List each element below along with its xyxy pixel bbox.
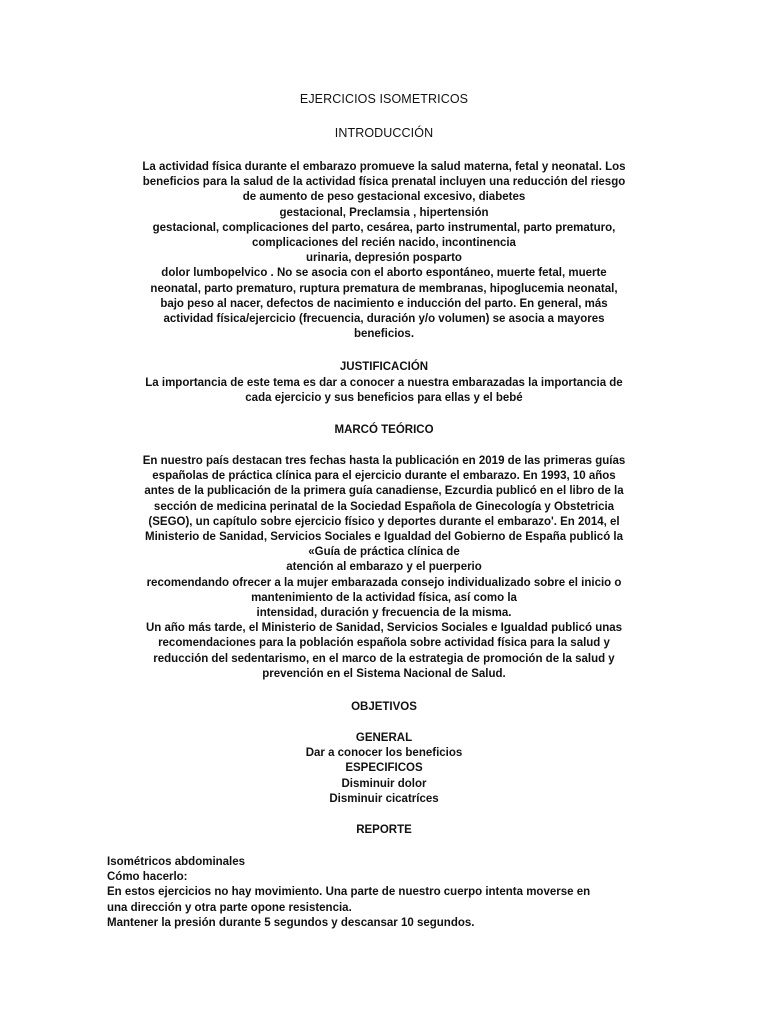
theory-line: prevención en el Sistema Nacional de Salud. <box>262 667 506 680</box>
specific-item: Disminuir dolor <box>341 778 427 790</box>
intro-line: de aumento de peso gestacional excesivo, diabetes <box>242 191 526 204</box>
theory-line: sección de medicina perinatal de la Sociedad Española de Ginecología y Obstetricia <box>153 500 615 513</box>
theory-line: recomendaciones para la población española sobre actividad física para la salud y <box>158 637 610 650</box>
theory-line: intensidad, duración y frecuencia de la misma. <box>256 607 512 620</box>
intro-line: actividad física/ejercicio (frecuencia, duración y/o volumen) se asocia a mayores <box>163 313 605 326</box>
document-title: EJERCICIOS ISOMETRICOS <box>299 92 469 106</box>
report-paragraph <box>107 855 687 931</box>
report-line: Isométricos abdominales <box>107 856 246 868</box>
theory-line: Ministerio de Sanidad, Servicios Sociales e Igualdad del Gobierno de España publicó la <box>144 531 623 544</box>
theory-line: En nuestro país destacan tres fechas hasta la publicación en 2019 de las primeras guías <box>142 455 626 467</box>
theory-heading: MARCÓ TEÓRICO <box>334 424 434 436</box>
intro-line: neonatal, parto prematuro, ruptura prematura de membranas, hipoglucemia neonatal, <box>150 282 618 295</box>
theory-line: recomendando ofrecer a la mujer embarazada consejo individualizado sobre el inicio o <box>146 576 622 589</box>
general-heading: GENERAL <box>355 732 413 744</box>
justification-heading: JUSTIFICACIÓN <box>339 361 429 373</box>
intro-heading: INTRODUCCIÓN <box>334 126 434 140</box>
theory-line: atención al embarazo y el puerperio <box>286 561 482 574</box>
intro-paragraph <box>100 160 668 342</box>
report-line: una dirección y otra parte opone resistencia. <box>107 901 352 914</box>
theory-line: «Guía de práctica clínica de <box>308 546 460 559</box>
theory-line: (SEGO), un capítulo sobre ejercicio físico y deportes durante el embarazo'. En 2014, el <box>148 515 620 528</box>
intro-line: urinaria, depresión posparto <box>306 252 462 265</box>
specific-item: Disminuir cicatríces <box>329 793 439 805</box>
justification-paragraph <box>100 376 668 406</box>
report-line: Cómo hacerlo: <box>107 871 188 884</box>
intro-line: gestacional, complicaciones del parto, cesárea, parto instrumental, parto prematuro, <box>152 221 616 234</box>
objectives-heading: OBJETIVOS <box>351 701 417 713</box>
theory-line: Un año más tarde, el Ministerio de Sanidad, Servicios Sociales e Igualdad publicó unas <box>145 622 623 635</box>
justification-line: cada ejercicio y sus beneficios para ellas y el bebé <box>245 392 523 405</box>
theory-line: antes de la publicación de la primera guía canadiense, Ezcurdia publicó en el libro de la <box>144 485 624 498</box>
theory-line: reducción del sedentarismo, en el marco de la estrategia de promoción de la salud y <box>153 652 615 665</box>
theory-line: españolas de práctica clínica para el ejercicio durante el embarazo. En 1993, 10 años <box>152 470 616 483</box>
theory-line: mantenimiento de la actividad física, así como la <box>251 591 517 604</box>
report-line: Mantener la presión durante 5 segundos y descansar 10 segundos. <box>107 916 475 929</box>
intro-line: complicaciones del recién nacido, incontinencia <box>252 237 516 250</box>
intro-line: beneficios para la salud de la actividad física prenatal incluyen una reducción del riesgo <box>142 176 626 189</box>
report-line: En estos ejercicios no hay movimiento. Una parte de nuestro cuerpo intenta moverse en <box>107 886 591 899</box>
report-heading: REPORTE <box>356 824 412 836</box>
intro-line: beneficios. <box>353 328 415 341</box>
intro-line: bajo peso al nacer, defectos de nacimiento e inducción del parto. En general, más <box>160 297 608 310</box>
justification-line: La importancia de este tema es dar a conocer a nuestra embarazadas la importancia de <box>145 377 623 389</box>
general-objective: Dar a conocer los beneficios <box>305 747 463 759</box>
theory-paragraph <box>100 454 668 682</box>
intro-line: La actividad física durante el embarazo promueve la salud materna, fetal y neonatal. Los <box>142 161 626 173</box>
intro-line: dolor lumbopelvico . No se asocia con el aborto espontáneo, muerte fetal, muerte <box>161 267 607 280</box>
specific-heading: ESPECIFICOS <box>345 762 423 774</box>
intro-line: gestacional, Preclamsia , hipertensión <box>279 206 489 219</box>
